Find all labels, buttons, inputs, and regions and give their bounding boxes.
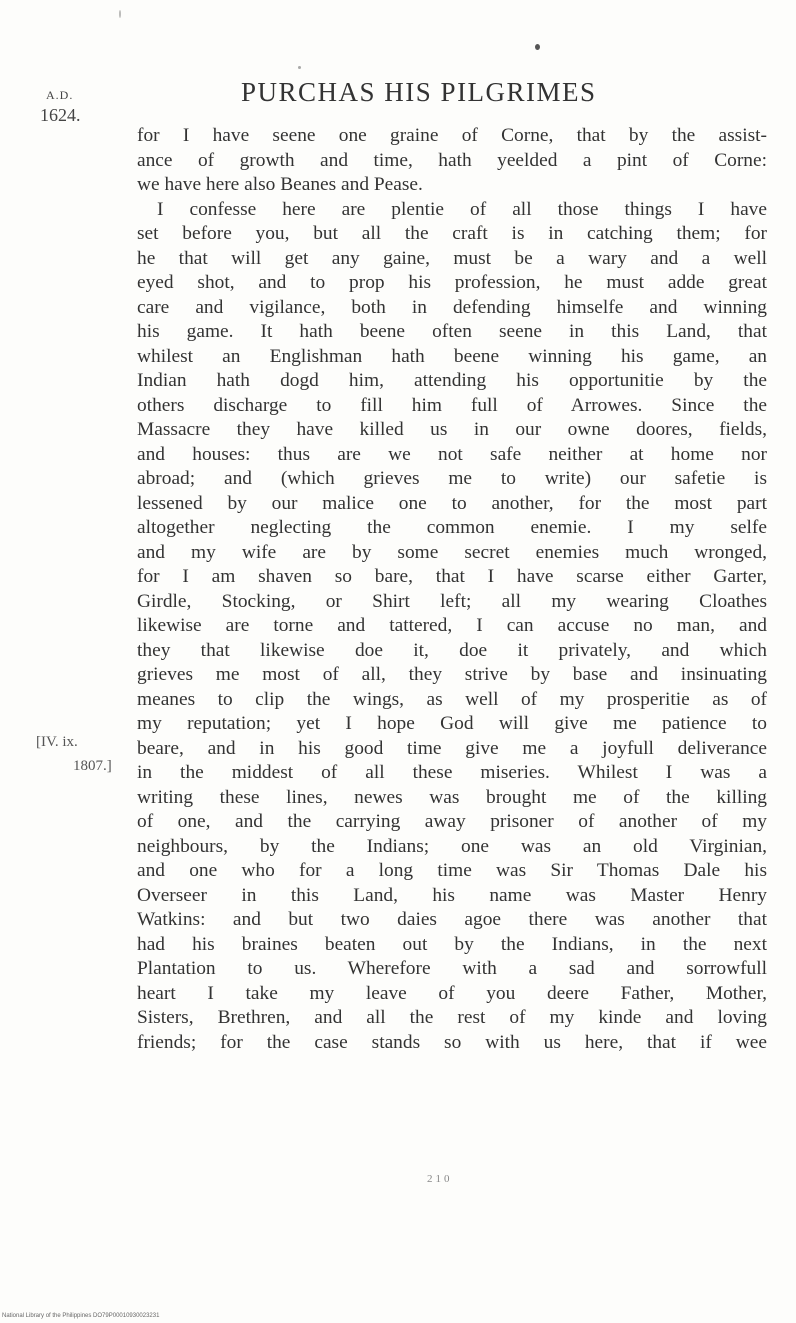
text-line: whilest an Englishman hath beene winning his game, an xyxy=(137,345,767,367)
text-line: lessened by our malice one to another, for the most part xyxy=(137,492,767,514)
text-line: for I have seene one graine of Corne, that by the assist- xyxy=(137,125,767,146)
margin-reference-volume: [IV. ix. xyxy=(36,734,78,750)
text-line: likewise are torne and tattered, I can accuse no man, and xyxy=(137,615,767,636)
year-value: 1624. xyxy=(40,105,81,125)
page-number: 210 xyxy=(427,1173,453,1185)
text-line: we have here also Beanes and Pease. xyxy=(137,174,423,195)
year-label xyxy=(40,88,81,126)
text-line: writing these lines, newes was brought me of the killing xyxy=(137,786,767,808)
text-line: Massacre they have killed us in our owne doores, fields, xyxy=(137,419,767,440)
text-line: eyed shot, and to prop his profession, he must adde great xyxy=(137,272,767,293)
text-line: Sisters, Brethren, and all the rest of my kinde and loving xyxy=(137,1007,767,1028)
text-line: Girdle, Stocking, or Shirt left; all my wearing Cloathes xyxy=(137,590,767,612)
text-line: my reputation; yet I hope God will give me patience to xyxy=(137,713,767,734)
text-line: ance of growth and time, hath yeelded a pint of Corne: xyxy=(137,149,767,171)
text-line: care and vigilance, both in defending himselfe and winning xyxy=(137,296,767,318)
text-line: I confesse here are plentie of all those things I have xyxy=(157,198,767,220)
text-line: altogether neglecting the common enemie. I my selfe xyxy=(137,517,767,538)
text-line: for I am shaven so bare, that I have scarse either Garter, xyxy=(137,566,767,587)
text-line: heart I take my leave of you deere Father, Mother, xyxy=(137,982,767,1004)
ink-speck xyxy=(535,44,540,50)
text-line: meanes to clip the wings, as well of my prosperitie as of xyxy=(137,688,767,710)
text-line: of one, and the carrying away prisoner of another of my xyxy=(137,811,767,832)
text-line: abroad; and (which grieves me to write) our safetie is xyxy=(137,468,767,489)
text-line: Indian hath dogd him, attending his opportunitie by the xyxy=(137,370,767,391)
body-text xyxy=(137,124,767,1055)
text-line: his game. It hath beene often seene in this Land, that xyxy=(137,321,767,342)
text-line: neighbours, by the Indians; one was an old Virginian, xyxy=(137,835,767,857)
text-line: Watkins: and but two daies agoe there was another that xyxy=(137,909,767,930)
text-line: and houses: thus are we not safe neither at home nor xyxy=(137,443,767,465)
running-title: PURCHAS HIS PILGRIMES xyxy=(241,77,597,107)
text-line: friends; for the case stands so with us here, that if wee xyxy=(137,1031,767,1053)
text-line: others discharge to fill him full of Arrowes. Since the xyxy=(137,394,767,416)
ad-label: A.D. xyxy=(46,88,74,102)
ink-speck xyxy=(119,10,121,18)
text-line: Plantation to us. Wherefore with a sad and sorrowfull xyxy=(137,958,767,979)
margin-reference-page: 1807.] xyxy=(73,758,112,774)
text-line: beare, and in his good time give me a joyfull deliverance xyxy=(137,737,767,759)
text-line: he that will get any gaine, must be a wary and a well xyxy=(137,247,767,269)
text-line: and one who for a long time was Sir Thomas Dale his xyxy=(137,860,767,881)
ink-speck xyxy=(298,66,301,69)
text-line: Overseer in this Land, his name was Master Henry xyxy=(137,884,767,906)
text-line: in the middest of all these miseries. Whilest I was a xyxy=(137,762,767,783)
scan-footer-note: National Library of the Philippines DO79P00010930023231 xyxy=(2,1313,160,1319)
text-line: they that likewise doe it, doe it privately, and which xyxy=(137,639,767,661)
text-line: grieves me most of all, they strive by base and insinuating xyxy=(137,664,767,685)
text-line: had his braines beaten out by the Indians, in the next xyxy=(137,933,767,955)
text-line: set before you, but all the craft is in catching them; for xyxy=(137,223,767,244)
text-line: and my wife are by some secret enemies much wronged, xyxy=(137,541,767,563)
